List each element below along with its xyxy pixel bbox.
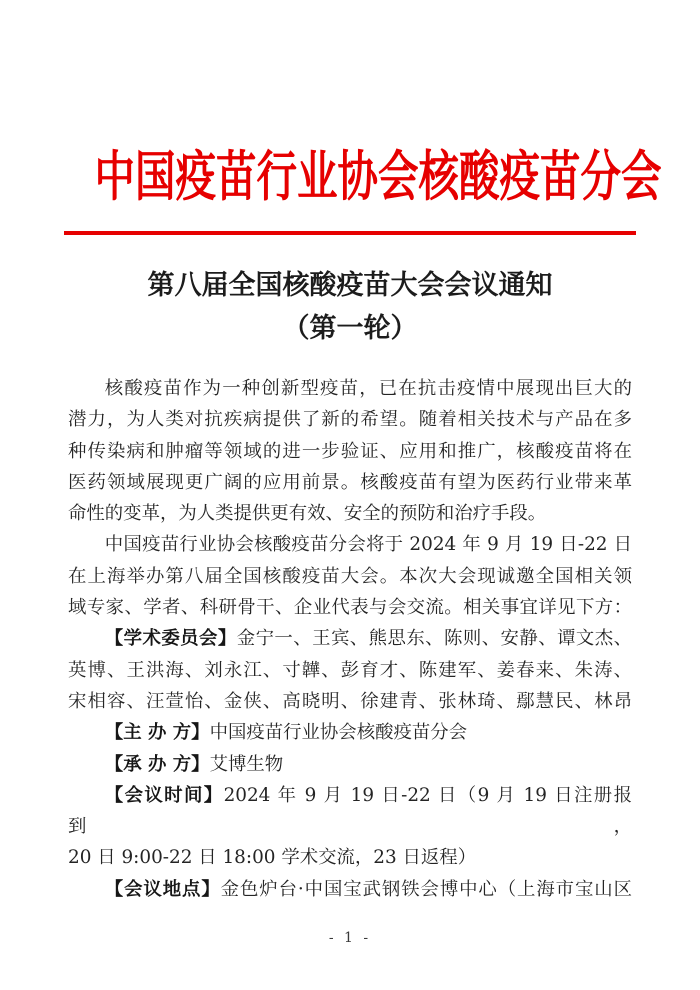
body-line-text: 医药领域展现更广阔的应用前景。核酸疫苗有望为医药行业带来革 — [68, 471, 632, 493]
section-label: 【会议地点】 — [104, 878, 221, 900]
body-line — [68, 404, 632, 435]
body-line — [68, 874, 632, 905]
body-line — [68, 842, 632, 873]
body-line-text: 中国疫苗行业协会核酸疫苗分会将于 2024 年 9 月 19 日-22 日 — [104, 534, 632, 556]
body-line — [68, 498, 632, 529]
body-line-text: 宋相容、汪萱怡、金侠、高晓明、徐建青、张林琦、鄢慧民、林昂 — [68, 690, 632, 712]
body-line-text: 在上海举办第八届全国核酸疫苗大会。本次大会现诚邀全国相关领 — [68, 565, 632, 587]
section-label: 【承 办 方】 — [104, 753, 210, 775]
body-line — [68, 561, 632, 592]
section-label: 【会议时间】 — [104, 784, 224, 806]
body-line-text: 中国疫苗行业协会核酸疫苗分会 — [209, 722, 468, 744]
red-divider-line — [64, 231, 636, 235]
body-line — [68, 373, 632, 404]
header — [0, 144, 700, 218]
body-line-text: 金色炉台·中国宝武钢铁会博中心（上海市宝山区 — [220, 878, 632, 900]
body-line — [68, 467, 632, 498]
body-line-text: 域专家、学者、科研骨干、企业代表与会交流。相关事宜详见下方： — [68, 597, 632, 619]
document-subtitle: （第一轮） — [282, 313, 418, 344]
body-line-text: 潜力，为人类对抗疾病提供了新的希望。随着相关技术与产品在多 — [68, 409, 632, 431]
body-line — [68, 436, 632, 467]
body-line — [68, 623, 632, 654]
section-label: 【主 办 方】 — [104, 722, 210, 744]
body-line-text: 核酸疫苗作为一种创新型疫苗，已在抗击疫情中展现出巨大的 — [104, 378, 632, 399]
document-title: 第八届全国核酸疫苗大会会议通知 — [147, 270, 553, 301]
document-body — [68, 373, 632, 905]
organization-title: 中国疫苗行业协会核酸疫苗分会 — [94, 144, 662, 208]
document-title-block — [0, 264, 700, 350]
body-line-text: 20 日 9:00-22 日 18:00 学术交流，23 日返程） — [68, 847, 477, 869]
body-line — [68, 717, 632, 748]
body-line — [68, 780, 632, 843]
body-line — [68, 529, 632, 560]
body-line — [68, 592, 632, 623]
body-line — [68, 749, 632, 780]
body-line-text: 艾博生物 — [209, 753, 284, 775]
body-line — [68, 655, 632, 686]
body-line-text: 金宁一、王宾、熊思东、陈则、安静、谭文杰、 — [236, 628, 632, 650]
body-line-text: 命性的变革，为人类提供更有效、安全的预防和治疗手段。 — [68, 503, 547, 525]
page-number: - 1 - — [328, 930, 372, 946]
section-label: 【学术委员会】 — [104, 628, 237, 650]
body-line-text: 种传染病和肿瘤等领域的进一步验证、应用和推广，核酸疫苗将在 — [68, 440, 632, 462]
body-line — [68, 686, 632, 717]
body-line-text: 英博、王洪海、刘永江、寸韡、彭育才、陈建军、姜春来、朱涛、 — [68, 659, 632, 681]
body-line-text: 2024 年 9 月 19 日-22 日（9 月 19 日注册报到， — [68, 784, 632, 838]
